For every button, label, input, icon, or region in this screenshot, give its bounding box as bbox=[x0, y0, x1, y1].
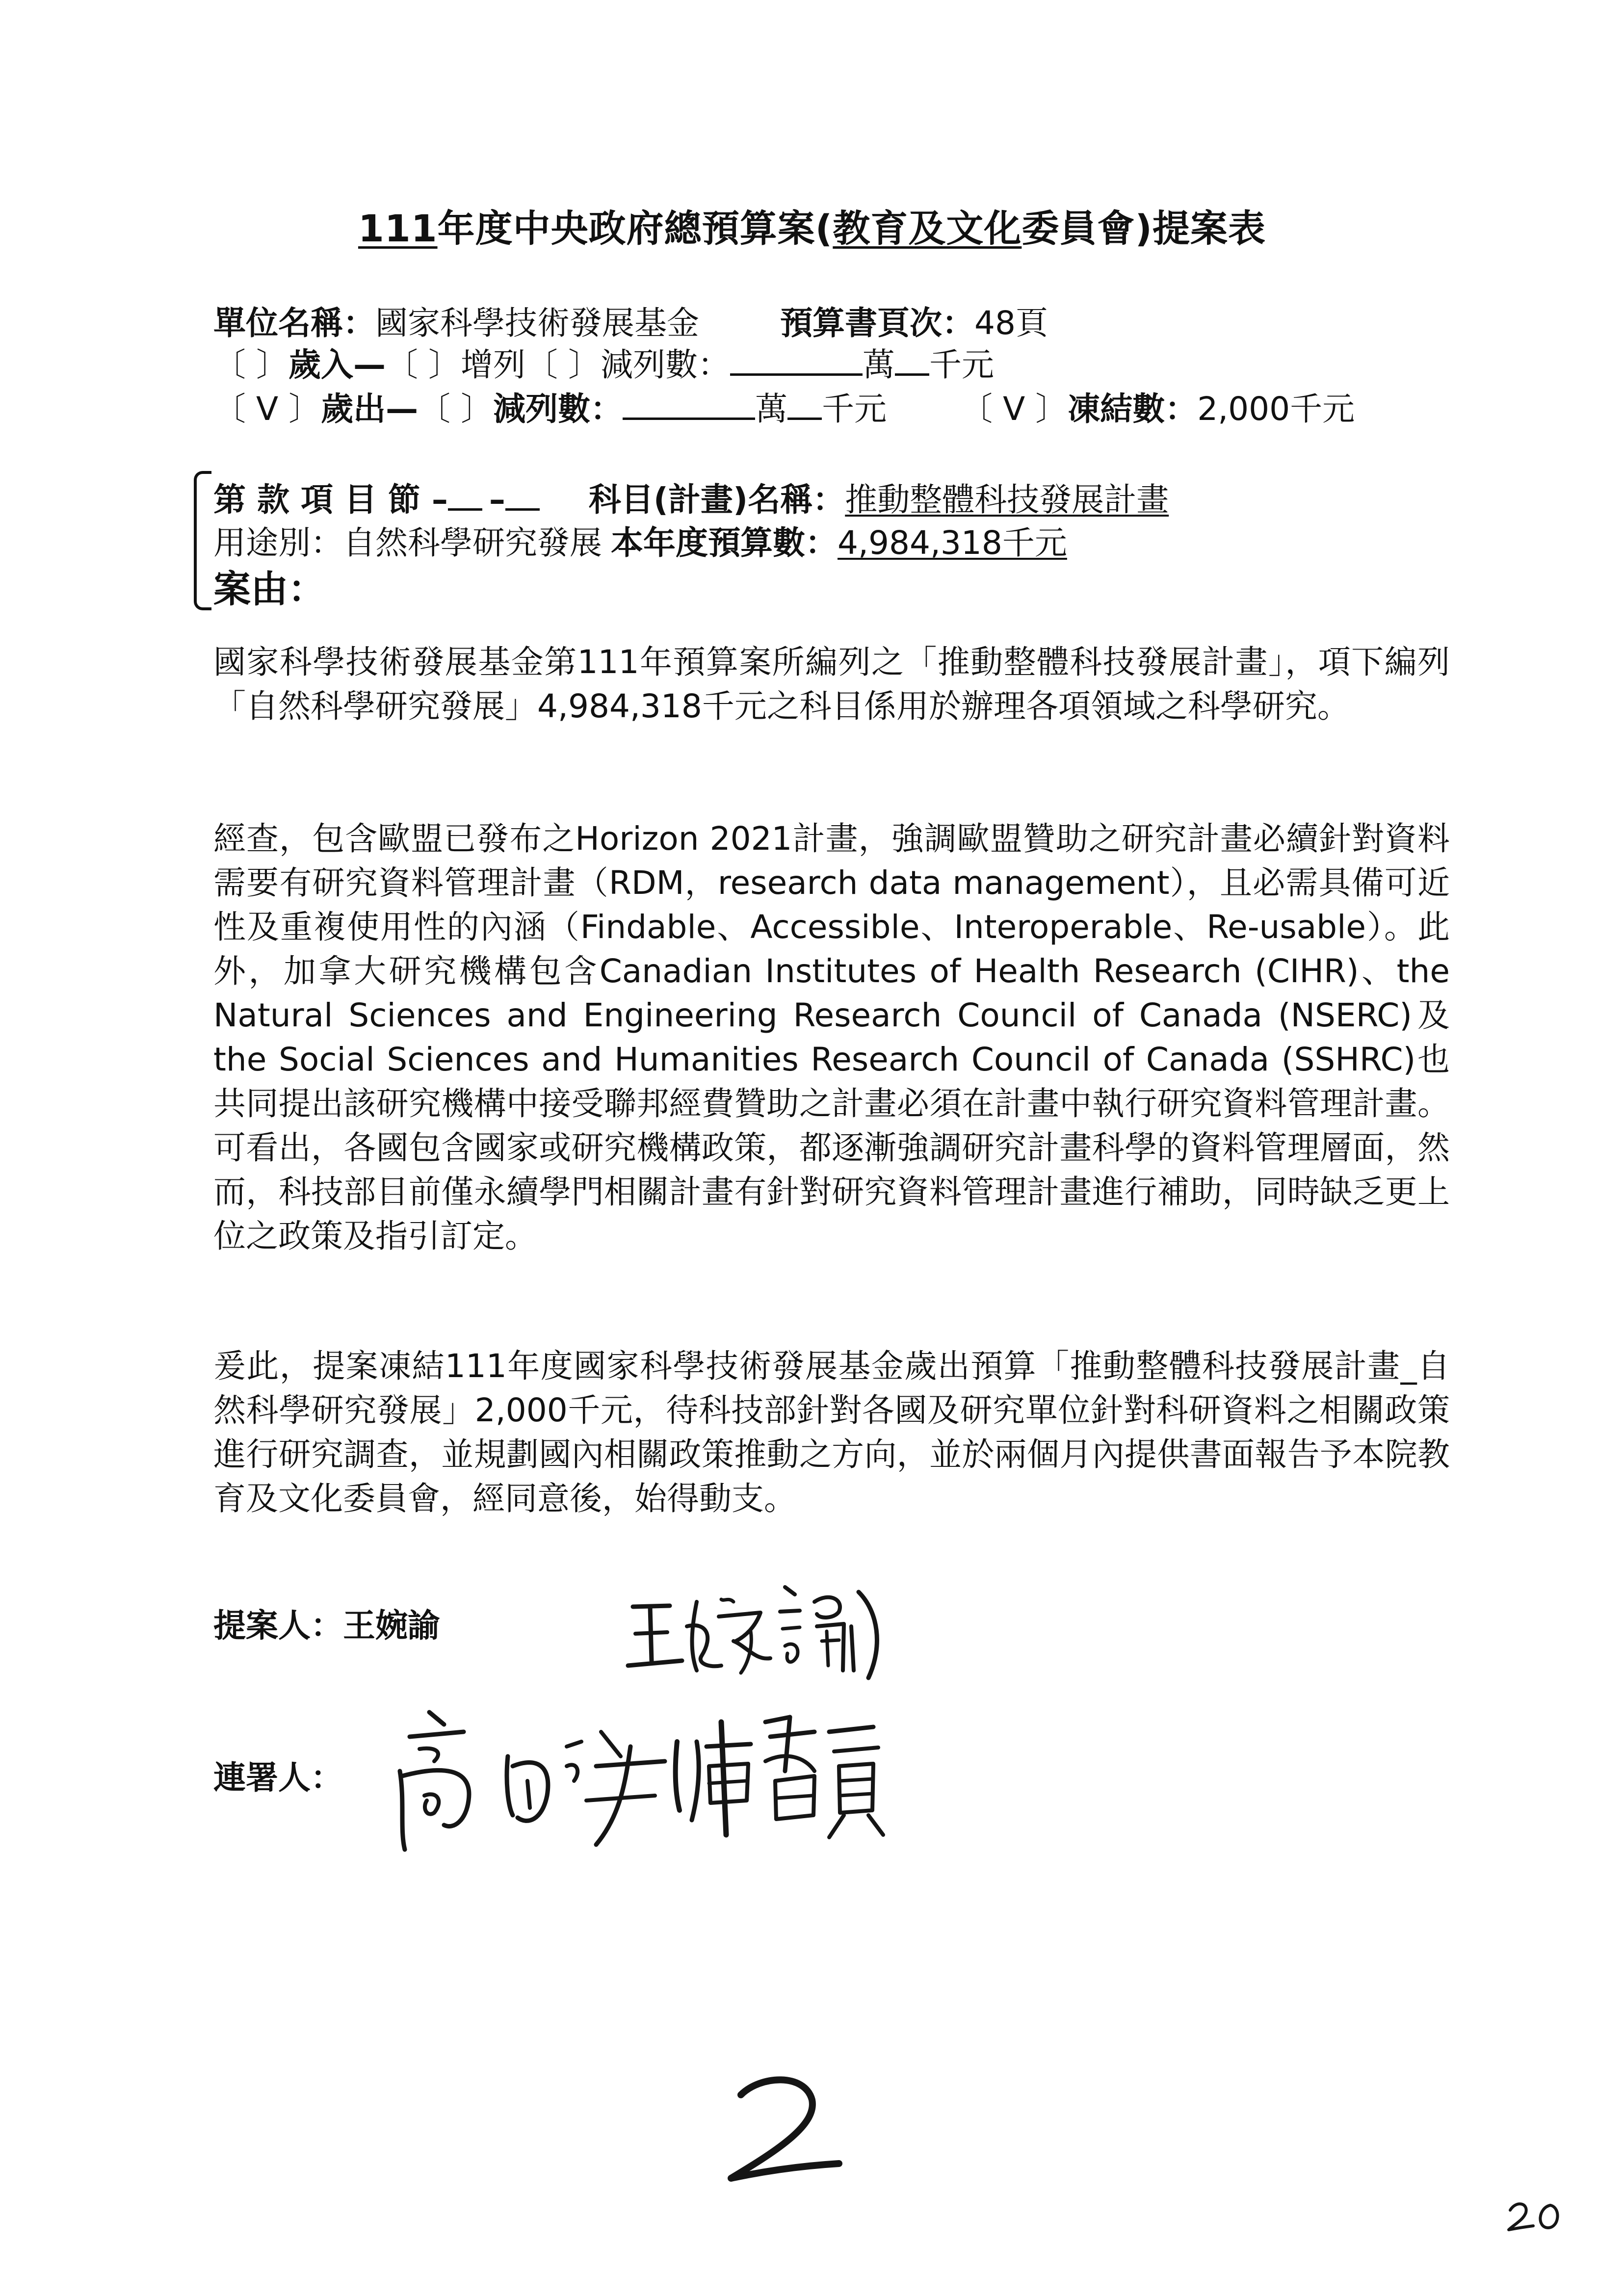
unit-label: 單位名稱： bbox=[213, 304, 375, 342]
proposer-label: 提案人： bbox=[213, 1607, 343, 1644]
section-brace bbox=[194, 471, 211, 610]
title-committee: 教育及文化 bbox=[833, 207, 1022, 250]
subject-blank-1 bbox=[448, 485, 482, 511]
budget-value: 4,984,318千元 bbox=[838, 524, 1067, 562]
usage-line bbox=[213, 517, 1067, 563]
income-qian-blank bbox=[895, 350, 929, 376]
freeze-bracket: 〔 V 〕 bbox=[960, 390, 1068, 428]
income-option-decrease: 〔 〕減列數： bbox=[525, 346, 730, 384]
subject-dash: – bbox=[489, 481, 505, 519]
expense-option-label: 減列數： bbox=[493, 390, 623, 428]
subject-blank-2 bbox=[505, 485, 540, 511]
expense-label: 歲出— bbox=[321, 390, 419, 428]
proposer-name: 王婉諭 bbox=[343, 1607, 440, 1644]
expense-option: 〔 〕 bbox=[418, 390, 494, 428]
expense-qian-blank bbox=[787, 394, 822, 420]
income-option-increase: 〔 〕增列 bbox=[385, 346, 525, 384]
subject-line bbox=[213, 473, 1169, 520]
expense-bracket: 〔 V 〕 bbox=[213, 390, 321, 428]
page-number-mark-icon bbox=[721, 2065, 849, 2195]
cosigner-signature-2-icon bbox=[667, 1702, 913, 1852]
proposer-signature-icon bbox=[623, 1572, 898, 1687]
cosigner-label: 連署人： bbox=[213, 1759, 343, 1797]
expense-wan: 萬 bbox=[755, 390, 788, 428]
reason-label: 案由： bbox=[213, 567, 325, 611]
expense-wan-blank bbox=[623, 394, 755, 420]
usage-label: 用途別： bbox=[213, 524, 343, 562]
page-label: 預算書頁次： bbox=[780, 304, 974, 342]
income-wan: 萬 bbox=[862, 346, 895, 384]
page-value: 48頁 bbox=[974, 304, 1048, 342]
unit-line bbox=[213, 297, 1048, 343]
income-line bbox=[213, 339, 994, 385]
reason-paragraph-3: 爰此，提案凍結111年度國家科學技術發展基金歲出預算「推動整體科技發展計畫_自然科學研究發展」2,000千元，待科技部針對各國及研究單位針對科研資料之相關政策進行研究調查，並規劃國內相關政策推動之方向，並於兩個月內提供書面報告予本院教育及文化委員會，經同意後，始得動支。 bbox=[213, 1347, 1450, 1517]
income-bracket: 〔 〕 bbox=[213, 346, 288, 384]
page-title bbox=[0, 199, 1624, 252]
income-wan-blank bbox=[730, 350, 863, 376]
unit-value: 國家科學技術發展基金 bbox=[375, 304, 699, 342]
proposer-line bbox=[213, 1599, 440, 1646]
reason-paragraph-1: 國家科學技術發展基金第111年預算案所編列之「推動整體科技發展計畫」，項下編列「自然科學研究發展」4,984,318千元之科目係用於辦理各項領域之科學研究。 bbox=[213, 643, 1450, 725]
freeze-value: 2,000千元 bbox=[1197, 390, 1355, 428]
subject-label: 科目(計畫)名稱： bbox=[588, 481, 845, 519]
expense-qian: 千元 bbox=[822, 390, 887, 428]
expense-line bbox=[213, 383, 1355, 429]
title-year: 111 bbox=[358, 207, 438, 250]
budget-label: 本年度預算數： bbox=[611, 524, 838, 562]
subject-value: 推動整體科技發展計畫 bbox=[845, 481, 1169, 519]
subject-prefix: 第 款 項 目 節 – bbox=[213, 481, 448, 519]
reason-paragraph-2: 經查，包含歐盟已發布之Horizon 2021計畫，強調歐盟贊助之研究計畫必續針對資料需要有研究資料管理計畫（RDM，research data management），且必需具備可近性及重複使用性的內涵（Findable、Accessible、Interoperable、Re-usable）。此外，加拿大研究機構包含Canadian Institutes of Health Research (CIHR)、the Natural Sciences and Engineering Research Council of Canada (NSERC)及 the Social Sciences and Humanities Research Council of Canada (SSHRC)也共同提出該研究機構中接受聯邦經費贊助之計畫必須在計畫中執行研究資料管理計畫。可看出，各國包含國家或研究機構政策，都逐漸強調研究計畫科學的資料管理層面，然而，科技部目前僅永續學門相關計畫有針對研究資料管理計畫進行補助，同時缺乏更上位之政策及指引訂定。 bbox=[213, 820, 1450, 1255]
usage-value: 自然科學研究發展 bbox=[343, 524, 602, 562]
reason-label-line bbox=[213, 559, 325, 613]
title-text-b: 委員會)提案表 bbox=[1022, 207, 1266, 250]
freeze-label: 凍結數： bbox=[1068, 390, 1198, 428]
cosigner-signature-1-icon bbox=[390, 1702, 694, 1861]
corner-mark-icon bbox=[1506, 2195, 1565, 2237]
income-label: 歲入— bbox=[288, 346, 386, 384]
income-qian: 千元 bbox=[929, 346, 994, 384]
cosigner-line bbox=[213, 1751, 343, 1798]
title-text-a: 年度中央政府總預算案( bbox=[437, 207, 833, 250]
